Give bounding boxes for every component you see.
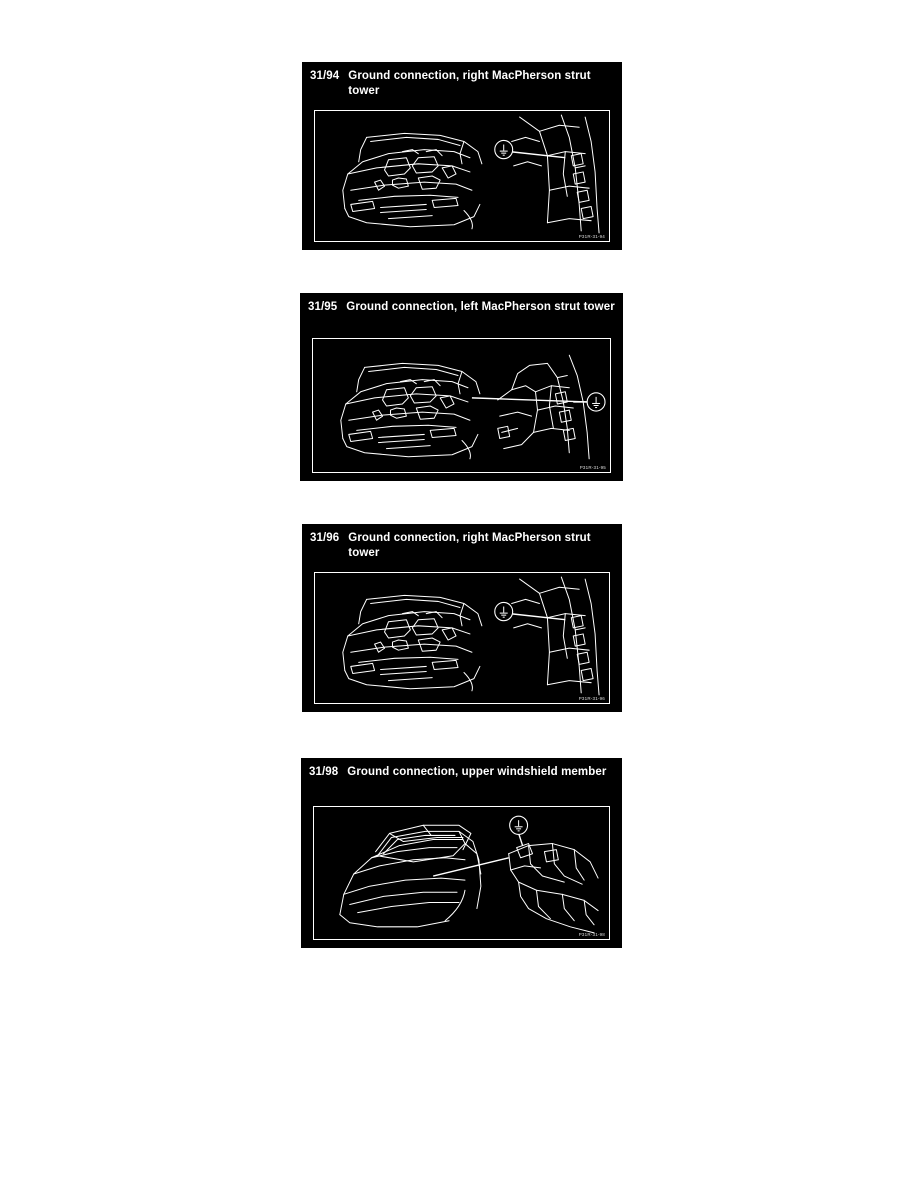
figure-number: 31/95 bbox=[308, 301, 338, 313]
figure-image-code: P31R-31-98 bbox=[578, 932, 605, 937]
figure-title: Ground connection, right MacPherson strut tower bbox=[348, 532, 591, 559]
figure-caption bbox=[301, 758, 622, 784]
figure-image-frame bbox=[314, 110, 610, 242]
illustration-svg bbox=[313, 339, 610, 472]
figure-image-code: P31R-31-95 bbox=[579, 465, 606, 470]
figure-31-98 bbox=[301, 758, 622, 948]
figure-number: 31/98 bbox=[309, 766, 339, 778]
figure-number: 31/94 bbox=[310, 70, 340, 82]
engine-bay-illustration bbox=[313, 339, 610, 472]
illustration-svg bbox=[314, 807, 609, 939]
figure-31-96 bbox=[302, 524, 622, 712]
figure-31-95 bbox=[300, 293, 623, 481]
figure-image-code: P31R-31-94 bbox=[578, 234, 605, 239]
figure-image-frame bbox=[312, 338, 611, 473]
illustration-svg bbox=[315, 573, 609, 703]
engine-bay-illustration bbox=[315, 111, 609, 241]
figure-image-frame bbox=[313, 806, 610, 940]
figure-caption bbox=[302, 62, 622, 103]
figure-caption bbox=[300, 293, 623, 319]
figure-image-code: P31R-31-96 bbox=[578, 696, 605, 701]
figure-title: Ground connection, right MacPherson strut tower bbox=[348, 70, 591, 97]
windshield-member-illustration bbox=[314, 807, 609, 939]
figure-number: 31/96 bbox=[310, 532, 340, 544]
figure-caption bbox=[302, 524, 622, 565]
figure-image-frame bbox=[314, 572, 610, 704]
engine-bay-illustration bbox=[315, 573, 609, 703]
illustration-svg bbox=[315, 111, 609, 241]
figure-31-94 bbox=[302, 62, 622, 250]
figure-title: Ground connection, left MacPherson strut tower bbox=[346, 301, 615, 313]
figure-title: Ground connection, upper windshield member bbox=[347, 766, 607, 778]
